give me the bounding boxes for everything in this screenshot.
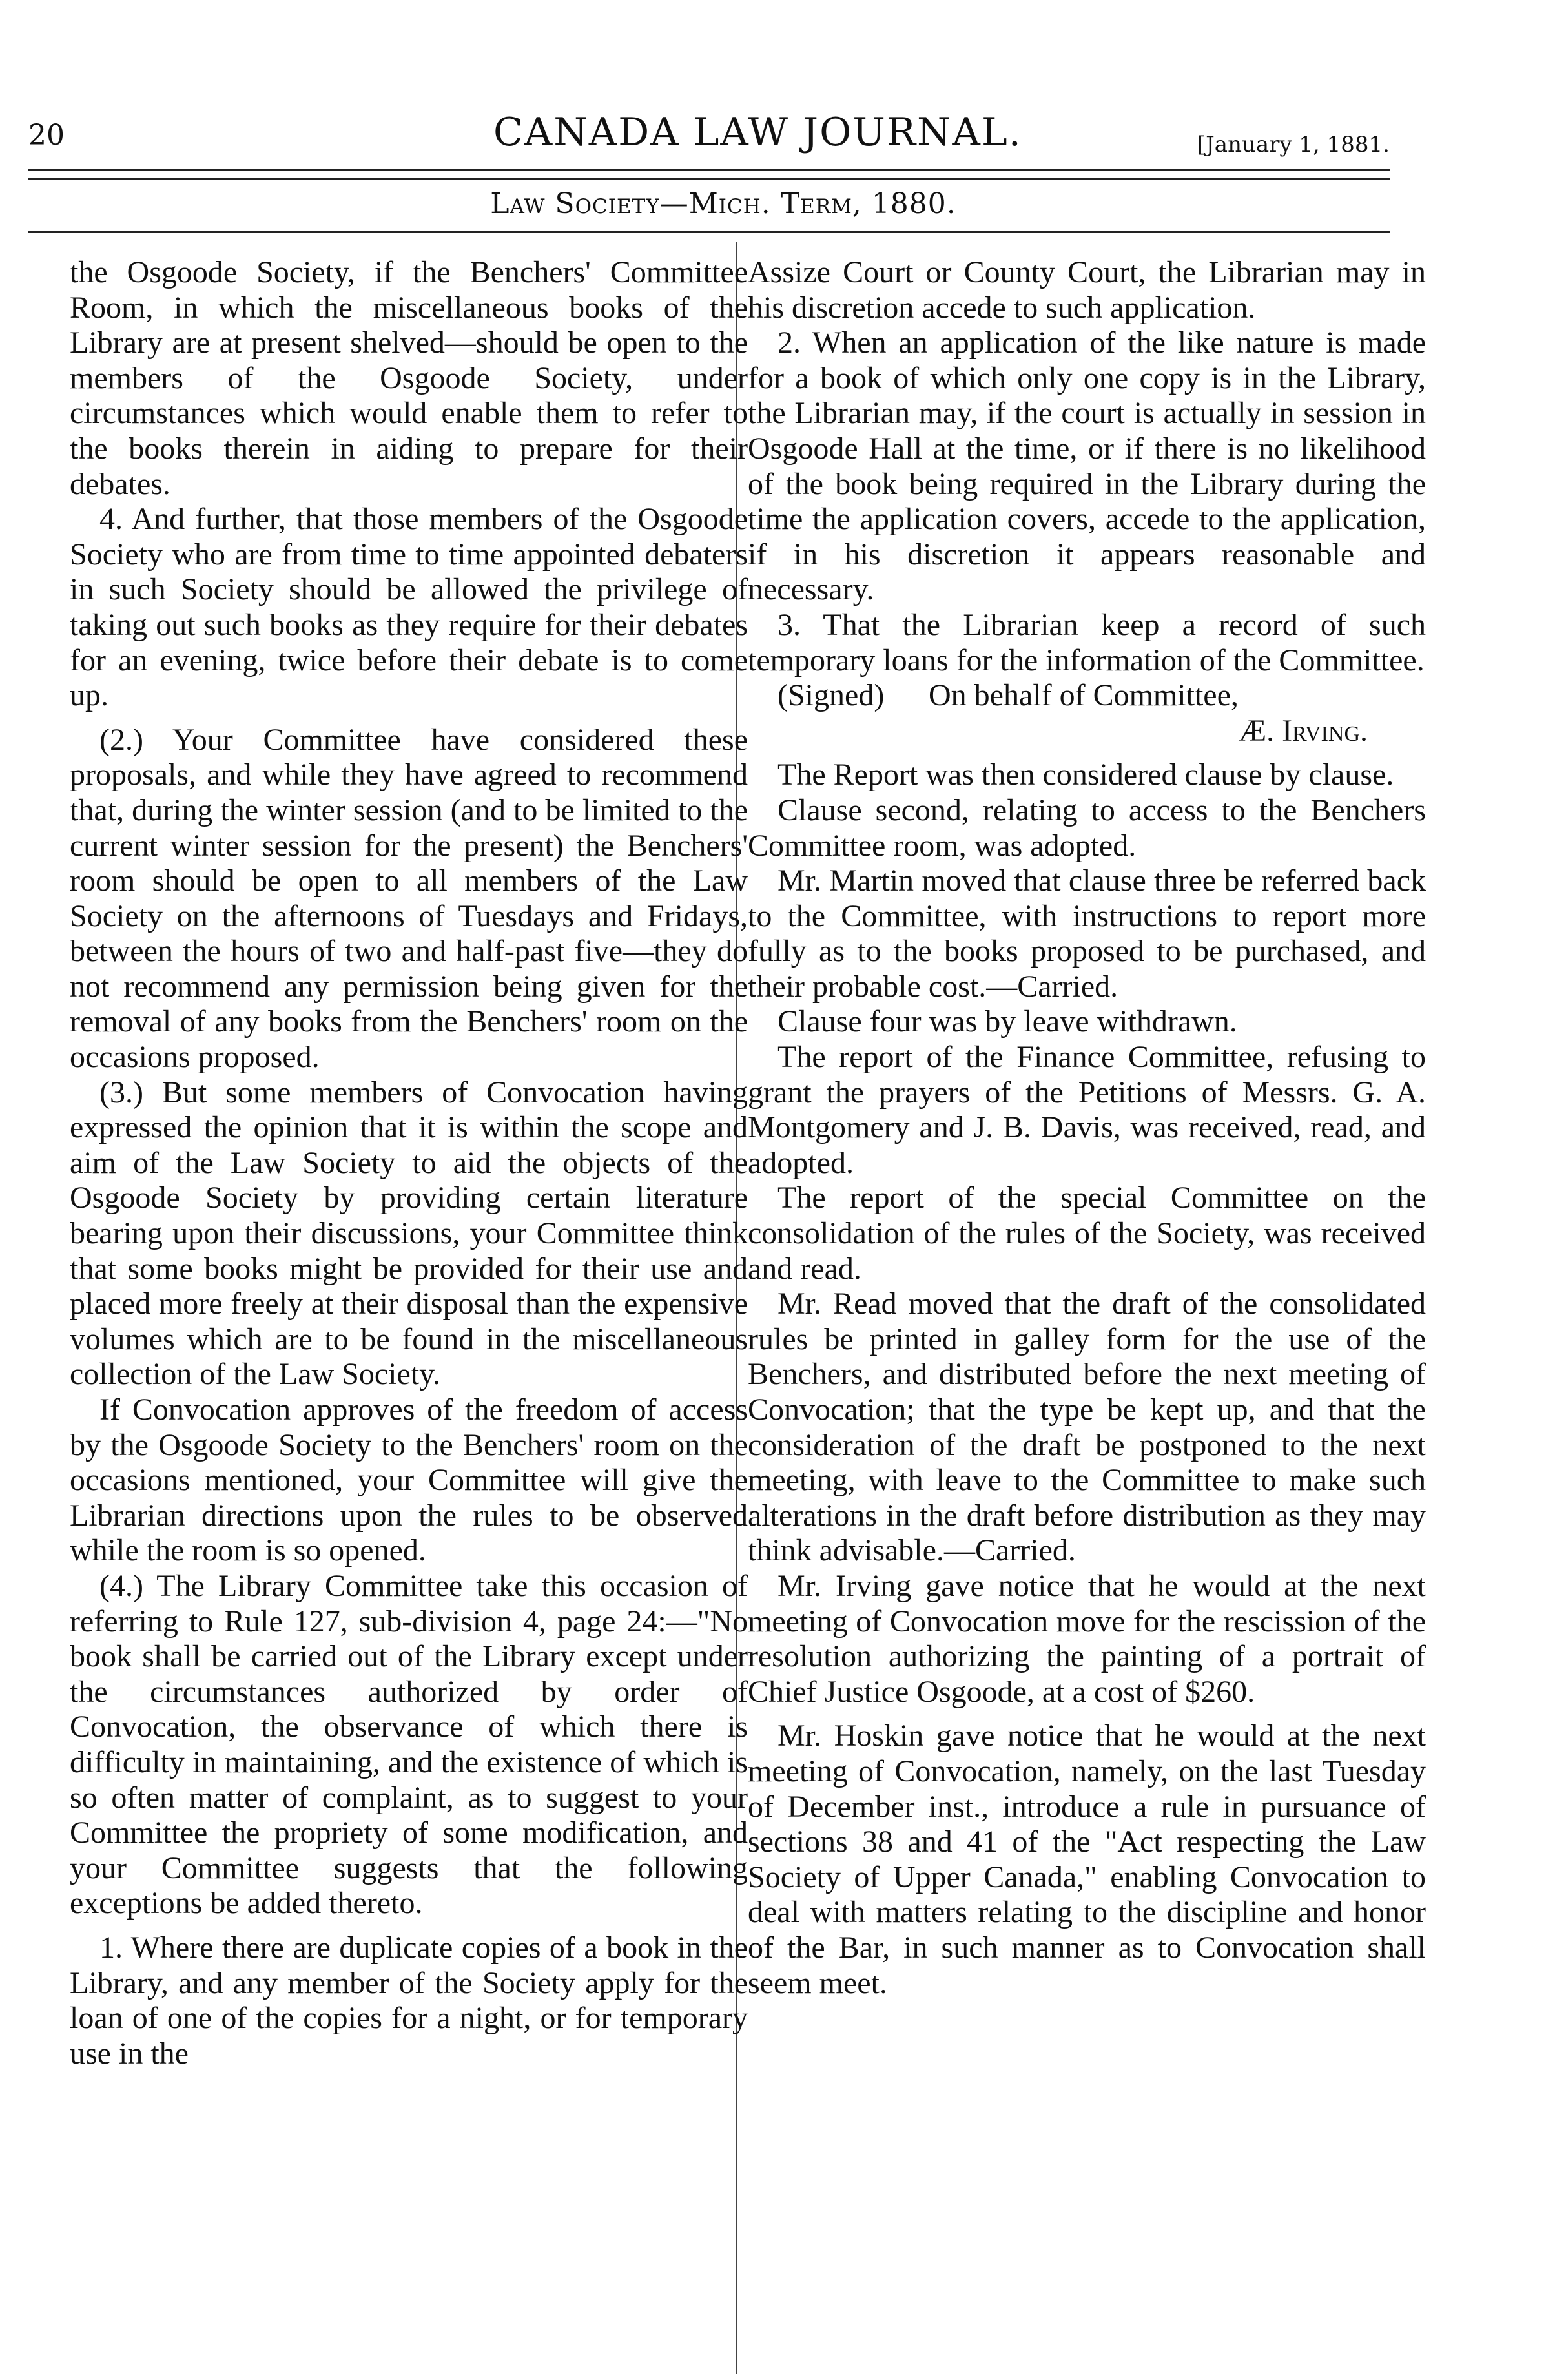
paragraph: The report of the special Committee on the consolidation of the rules of the Society, was received and read.	[748, 1181, 1426, 1286]
paragraph: Mr. Read moved that the draft of the consolidated rules be printed in galley form for the use of the Benchers, and distributed before the next meeting of Convocation; that the type be kept up, and that the consideration of the draft be postponed to the next meeting, with leave to the Committee to make such alterations in the draft before distribution as they may think advisable.—Carried.	[748, 1287, 1426, 1568]
paragraph: Clause four was by leave withdrawn.	[778, 1004, 1237, 1039]
paragraph: Mr. Irving gave notice that he would at the next meeting of Convocation move for the rescission of the resolution authorizing the painting of a portrait of Chief Justice Osgoode, at a cost of $260.	[748, 1568, 1426, 1709]
issue-date: [January 1, 1881.	[1197, 132, 1390, 158]
page-number: 20	[28, 119, 65, 152]
signature-line	[748, 678, 1426, 714]
header-rule-bottom	[28, 178, 1390, 180]
paragraph: 1. Where there are duplicate copies of a book in the Library, and any member of the Society apply for the loan of one of the copies for a night, or for temporary use in the	[70, 1930, 748, 2071]
left-column	[70, 255, 748, 2071]
paragraph: (2.) Your Committee have considered these proposals, and while they have agreed to recommend that, during the winter session (and to be limited to the current winter session for the present) the Benchers' room should be open to all members of the Law Society on the afternoons of Tuesdays and Fridays, between the hours of two and half-past five—they do not recommend any permission being given for the removal of any books from the Benchers' room on the occasions proposed.	[70, 722, 748, 1075]
section-title: Law Society—Mich. Term, 1880.	[490, 187, 956, 220]
paragraph: 4. And further, that those members of the Osgoode Society who are from time to time appointed debaters in such Society should be allowed the privilege of taking out such books as they require for their debates for an evening, twice before their debate is to come up.	[70, 502, 748, 713]
paragraph: 3. That the Librarian keep a record of such temporary loans for the information of the Committee.	[748, 607, 1426, 678]
paragraph: If Convocation approves of the freedom of access by the Osgoode Society to the Benchers' room on the occasions mentioned, your Committee will give the Librarian directions upon the rules to be observed while the room is so opened.	[70, 1392, 748, 1568]
paragraph: The report of the Finance Committee, refusing to grant the prayers of the Petitions of Messrs. G. A. Montgomery and J. B. Davis, was received, read, and adopted.	[748, 1040, 1426, 1180]
section-rule	[28, 231, 1390, 233]
page-header	[28, 110, 1390, 161]
paragraph: The Report was then considered clause by clause.	[778, 758, 1394, 792]
paragraph: 2. When an application of the like nature is made for a book of which only one copy is in the Library, the Librarian may, if the court is actually in session in Osgoode Hall at the time, or if there is no likelihood of the book being required in the Library during the time the application covers, accede to the application, if in his discretion it appears reasonable and necessary.	[748, 326, 1426, 607]
signed-text: On behalf of Committee,	[929, 678, 1239, 713]
signed-label: (Signed)	[778, 678, 885, 713]
journal-title: CANADA LAW JOURNAL.	[493, 110, 1022, 155]
paragraph: Assize Court or County Court, the Librarian may in his discretion accede to such application.	[748, 255, 1426, 325]
paragraph: Mr. Martin moved that clause three be referred back to the Committee, with instructions to report more fully as to the books proposed to be purchased, and their probable cost.—Carried.	[748, 864, 1426, 1004]
paragraph: the Osgoode Society, if the Benchers' Committee Room, in which the miscellaneous books of the Library are at present shelved—should be open to the members of the Osgoode Society, under circumstances which would enable them to refer to the books therein in aiding to prepare for their debates.	[70, 255, 748, 501]
paragraph: Clause second, relating to access to the Benchers Committee room, was adopted.	[748, 792, 1426, 863]
paragraph: (4.) The Library Committee take this occasion of referring to Rule 127, sub-division 4, page 24:—"No book shall be carried out of the Library except under the circumstances authorized by order of Convocation, the observance of which there is difficulty in maintaining, and the existence of which is so often matter of complaint, as to suggest to your Committee the propriety of some modification, and your Committee suggests that the following exceptions be added thereto.	[70, 1568, 748, 1921]
paragraph: Mr. Hoskin gave notice that he would at the next meeting of Convocation, namely, on the last Tuesday of December inst., introduce a rule in pursuance of sections 38 and 41 of the "Act respecting the Law Society of Upper Canada," enabling Convocation to deal with matters relating to the discipline and honor of the Bar, in such manner as to Convocation shall seem meet.	[748, 1719, 1426, 2000]
signer-name: Æ. Irving.	[1239, 713, 1368, 748]
header-rule-top	[28, 169, 1390, 171]
right-column	[748, 255, 1426, 2001]
paragraph: (3.) But some members of Convocation having expressed the opinion that it is within the scope and aim of the Law Society to aid the objects of the Osgoode Society by providing certain literature bearing upon their discussions, your Committee think that some books might be provided for their use and placed more freely at their disposal than the expensive volumes which are to be found in the miscellaneous collection of the Law Society.	[70, 1075, 748, 1392]
